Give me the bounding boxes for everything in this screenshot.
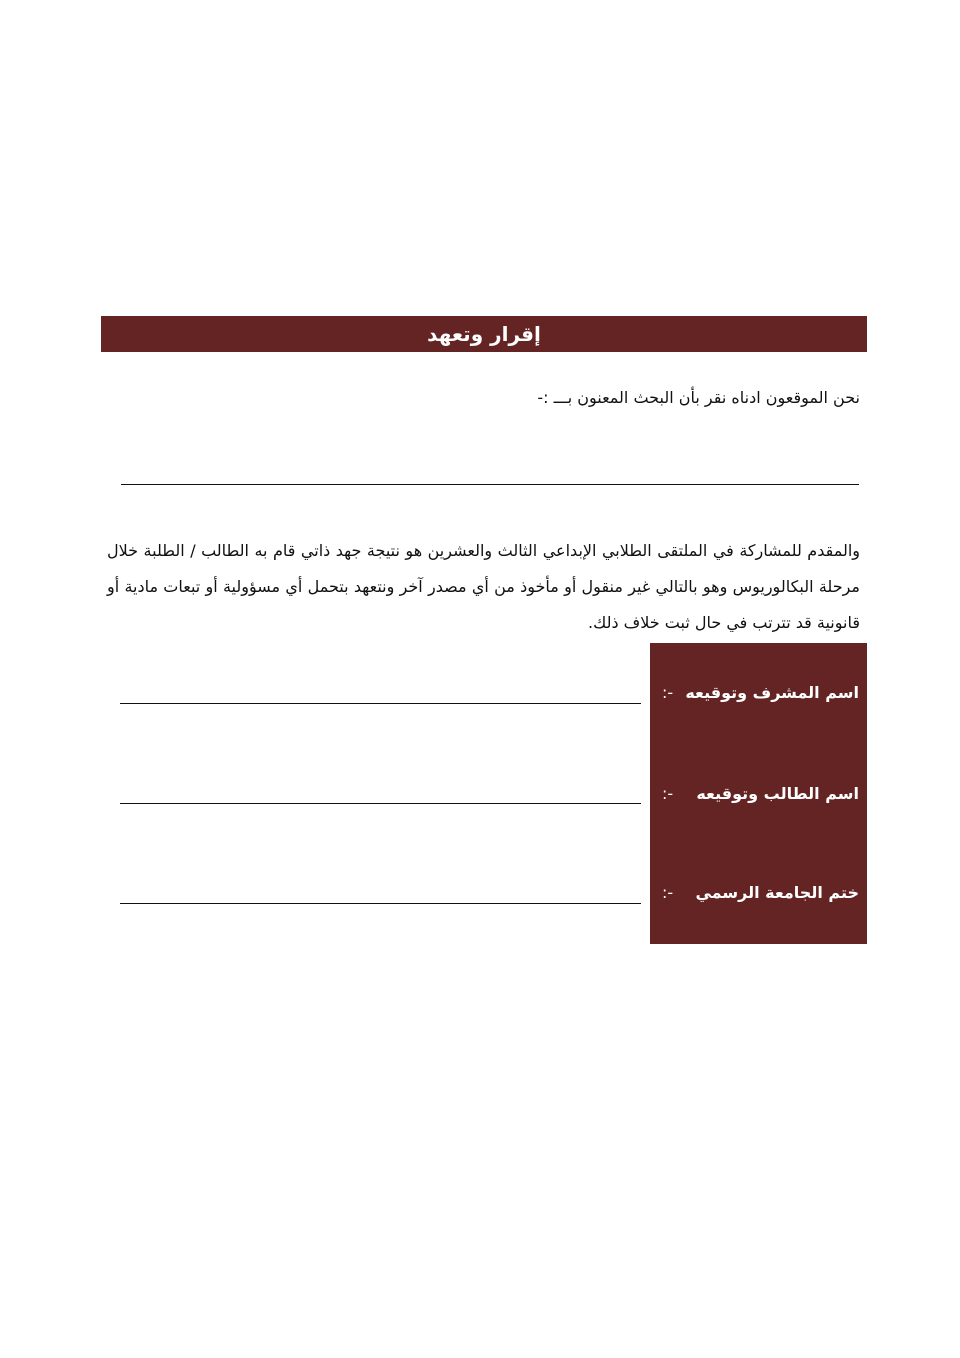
supervisor-signature-label: اسم المشرف وتوقيعه [685, 683, 859, 702]
research-title-line [121, 484, 859, 485]
page-title: إقرار وتعهد [101, 316, 867, 352]
university-stamp-line [120, 903, 641, 904]
signature-labels-box [650, 643, 867, 944]
student-signature-line [120, 803, 641, 804]
stamp-separator: :- [662, 883, 674, 902]
supervisor-separator: :- [662, 683, 674, 702]
intro-text: نحن الموقعون ادناه نقر بأن البحث المعنون بـــ :- [537, 388, 860, 407]
university-stamp-label: ختم الجامعة الرسمي [695, 883, 859, 902]
student-separator: :- [662, 784, 674, 803]
declaration-paragraph: والمقدم للمشاركة في الملتقى الطلابي الإبداعي الثالث والعشرين هو نتيجة جهد ذاتي قام به الطالب / الطلبة خلال مرحلة البكالوريوس وهو بالتالي غير منقول أو مأخوذ من أي مصدر آخر ونتعهد بتحمل أي مسؤولية أو تبعات مادية أو قانونية قد تترتب في حال ثبت خلاف ذلك. [107, 541, 860, 632]
student-signature-label: اسم الطالب وتوقيعه [696, 784, 859, 803]
supervisor-signature-line [120, 703, 641, 704]
